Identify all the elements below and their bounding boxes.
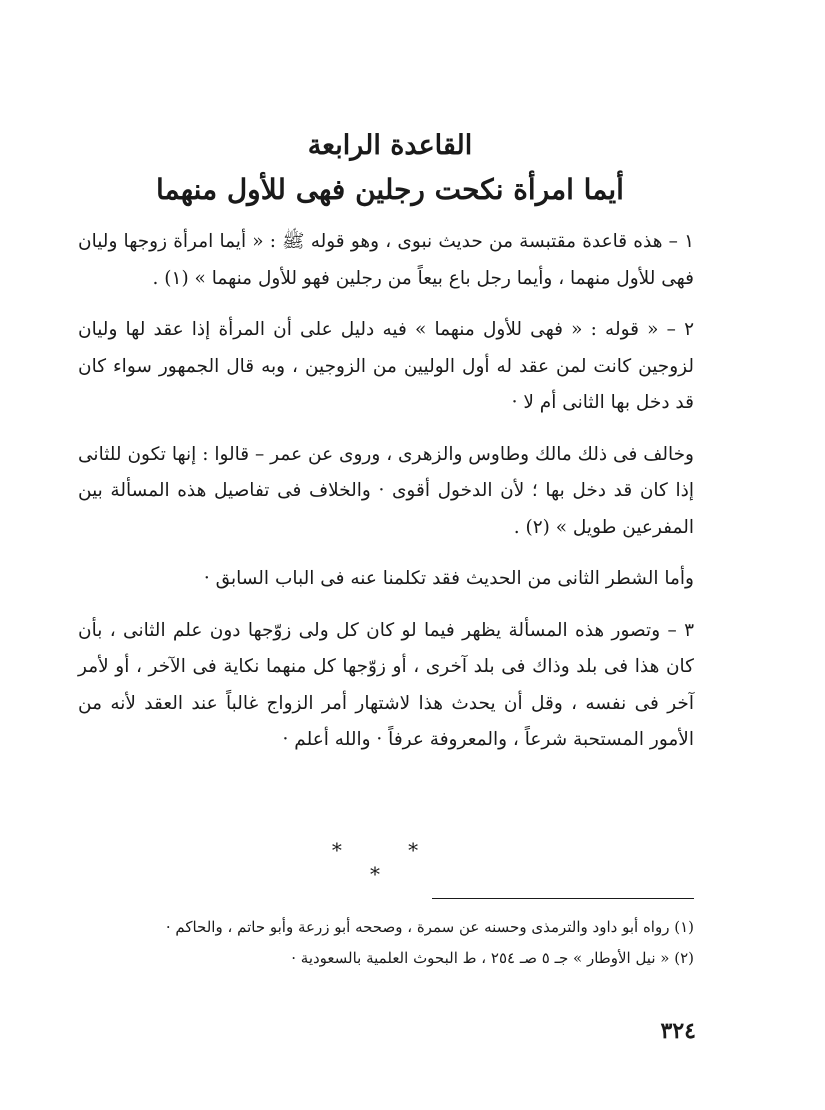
paragraph-1: ١ – هذه قاعدة مقتبسة من حديث نبوى ، وهو قوله ﷺ : « أيما امرأة زوجها وليان فهى للأول منهما ، وأيما رجل باع بيعاً من رجلين فهو للأول منهما » (١) . (78, 231, 694, 289)
footnotes (70, 914, 694, 976)
paragraph-3: وخالف فى ذلك مالك وطاوس والزهرى ، وروى عن عمر – قالوا : إنها تكون للثانى إذا كان قد دخل بها ؛ لأن الدخول أقوى · والخلاف فى تفاصيل هذه المسألة بين المفرعين طويل » (٢) . (78, 443, 694, 538)
chapter-title: القاعدة الرابعة (307, 130, 473, 161)
footnote-2: (٢) « نيل الأوطار » جـ ٥ صـ ٢٥٤ ، ط البحوث العلمية بالسعودية · (291, 949, 694, 967)
footnote-rule (432, 898, 694, 899)
paragraph-2: ٢ – « قوله : « فهى للأول منهما » فيه دليل على أن المرأة إذا عقد لها وليان لزوجين كانت لمن عقد له أول الوليين من الزوجين ، وبه قال الجمهور سواء كان قد دخل بها الثانى أم لا · (78, 319, 694, 413)
body-text (78, 224, 694, 774)
footnote-1: (١) رواه أبو داود والترمذى وحسنه عن سمرة ، وصححه أبو زرعة وأبو حاتم ، والحاكم · (165, 918, 694, 936)
section-separator: * * * (331, 838, 449, 886)
paragraph-4: وأما الشطر الثانى من الحديث فقد تكلمنا عنه فى الباب السابق · (203, 568, 694, 589)
paragraph-5: ٣ – وتصور هذه المسألة يظهر فيما لو كان كل ولى زوّجها دون علم الثانى ، بأن كان هذا فى بلد وذاك فى بلد آخرى ، أو زوّجها كل منهما نكاية فى الآخر ، أو لأمر آخر فى نفسه ، وقل أن يحدث هذا لاشتهار أمر الزواج غالباً عند العقد لأنه من الأمور المستحبة شرعاً ، والمعروفة عرفاً · والله أعلم · (78, 619, 694, 750)
page-number: ٣٢٤ (660, 1018, 696, 1044)
chapter-subtitle: أيما امرأة نكحت رجلين فهى للأول منهما (156, 173, 624, 206)
